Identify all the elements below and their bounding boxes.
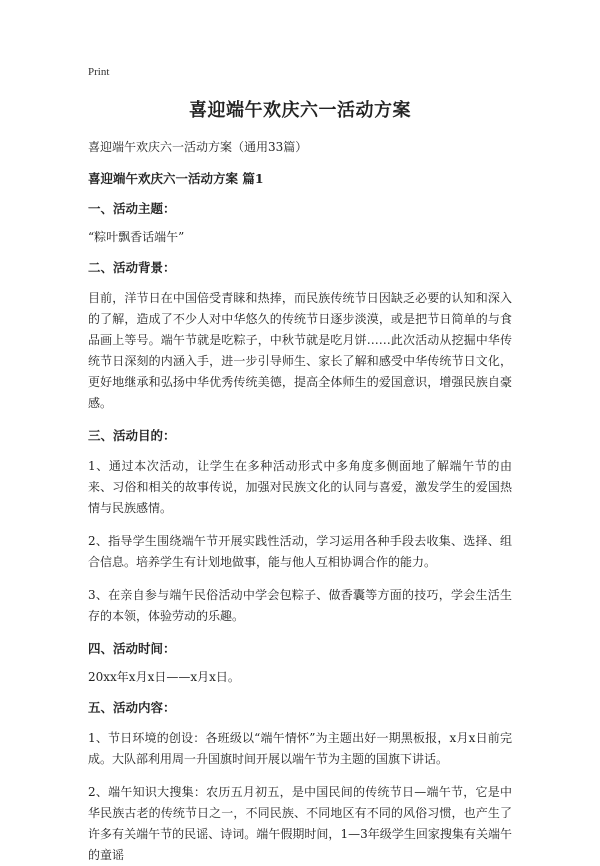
purpose-item-2: 2、指导学生围绕端午节开展实践性活动，学习运用各种手段去收集、选择、组合信息。培养学生有计划地做事，能与他人互相协调合作的能力。	[88, 534, 512, 569]
print-link[interactable]: Print	[88, 66, 110, 78]
theme-text: “粽叶飘香话端午”	[88, 230, 185, 244]
content-item-2: 2、端午知识大搜集：农历五月初五，是中国民间的传统节日—端午节，它是中华民族古老的传统节日之一，不同民族、不同地区有不同的风俗习惯，也产生了许多有关端午节的民谣、诗词。端午假期时间，1—3年级学生回家搜集有关端午的童谣	[88, 785, 512, 862]
section-heading-content: 五、活动内容：	[88, 700, 176, 715]
section-heading-time: 四、活动时间：	[88, 641, 176, 656]
purpose-item-3: 3、在亲自参与端午民俗活动中学会包粽子、做香囊等方面的技巧，学会生活生存的本领，体验劳动的乐趣。	[88, 588, 512, 623]
section-heading-background: 二、活动背景：	[88, 260, 176, 275]
content-item-1: 1、节日环境的创设：各班级以“端午情怀”为主题出好一期黑板报，x月x日前完成。大队部利用周一升国旗时间开展以端午节为主题的国旗下讲话。	[88, 731, 512, 766]
background-text: 目前，洋节日在中国倍受青睐和热捧，而民族传统节日因缺乏必要的认知和深入的了解，造成了不少人对中华悠久的传统节日逐步淡漠，或是把节日简单的与食品画上等号。端午节就是吃粽子，中秋节就是吃月饼……此次活动从挖掘中华传统节日深刻的内涵入手，进一步引导师生、家长了解和感受中华传统节日文化，更好地继承和弘扬中华优秀传统美德，提高全体师生的爱国意识，增强民族自豪感。	[88, 291, 512, 410]
purpose-item-1: 1、通过本次活动，让学生在多种活动形式中多角度多侧面地了解端午节的由来、习俗和相关的故事传说，加强对民族文化的认同与喜爱，激发学生的爱国热情与民族感情。	[88, 459, 512, 515]
document-title: 喜迎端午欢庆六一活动方案	[189, 100, 411, 121]
document-subtitle: 喜迎端午欢庆六一活动方案（通用33篇）	[88, 140, 308, 154]
section-heading-purpose: 三、活动目的：	[88, 428, 176, 443]
time-text: 20xx年x月x日——x月x日。	[88, 670, 240, 684]
section-heading-theme: 一、活动主题：	[88, 201, 176, 216]
article-heading: 喜迎端午欢庆六一活动方案 篇1	[88, 171, 264, 186]
